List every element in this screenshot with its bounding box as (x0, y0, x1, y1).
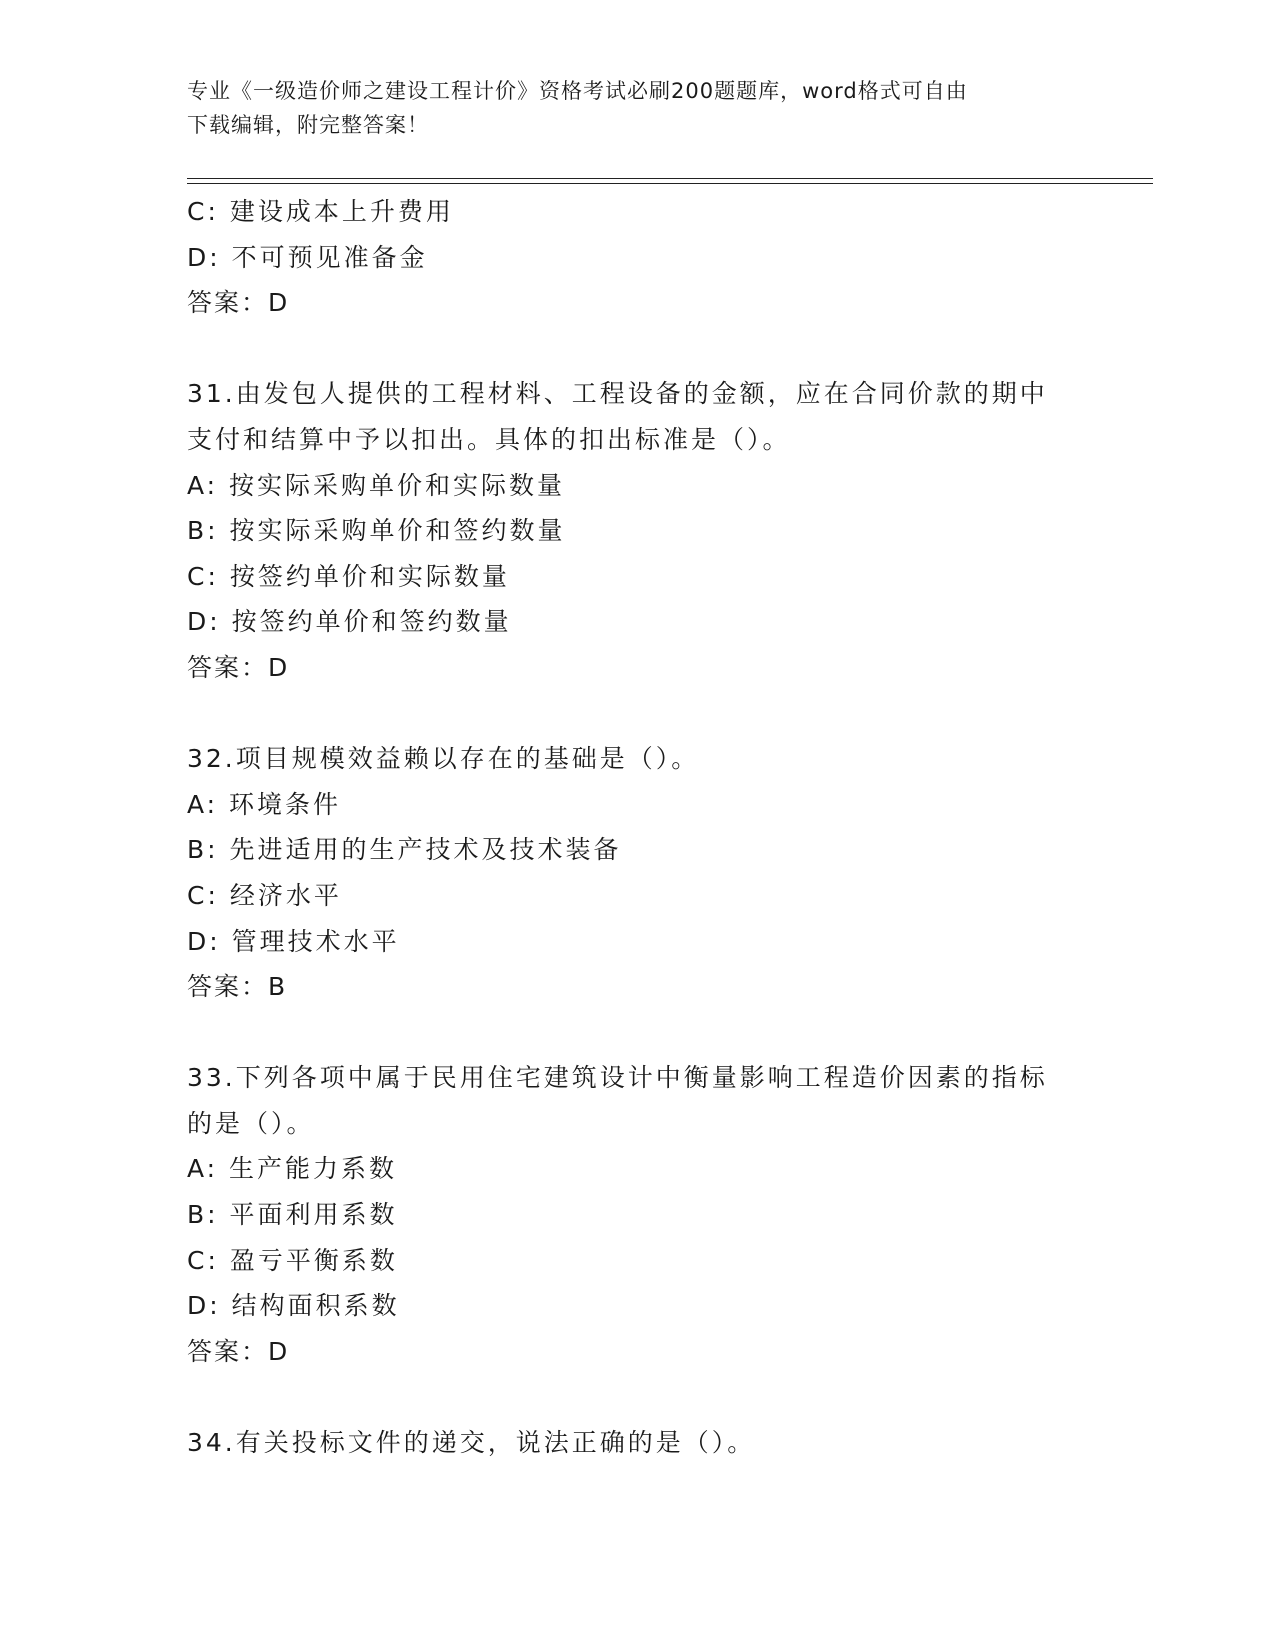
answer: 答案：D (187, 1336, 290, 1366)
question-content (187, 189, 1087, 1466)
question-32 (187, 736, 1087, 1010)
option-c: C: 经济水平 (187, 880, 342, 910)
answer: 答案：B (187, 972, 288, 1002)
option-d: D: 结构面积系数 (187, 1291, 400, 1321)
question-stem: 34.有关投标文件的递交，说法正确的是（）。 (187, 1428, 756, 1458)
header-rule-top (187, 178, 1153, 179)
option-d: D: 管理技术水平 (187, 926, 400, 956)
question-stem: 33.下列各项中属于民用住宅建筑设计中衡量影响工程造价因素的指标 (187, 1063, 1048, 1093)
option-b: B: 先进适用的生产技术及技术装备 (187, 835, 622, 865)
header-rule-bottom (187, 183, 1153, 184)
question-31 (187, 371, 1087, 690)
header-line-2: 下载编辑，附完整答案！ (187, 113, 429, 137)
spacer (187, 1374, 1087, 1420)
option-b: B: 按实际采购单价和签约数量 (187, 516, 566, 546)
question-stem: 支付和结算中予以扣出。具体的扣出标准是（）。 (187, 424, 791, 454)
spacer (187, 1010, 1087, 1056)
option-d: D: 不可预见准备金 (187, 242, 428, 272)
option-c: C: 建设成本上升费用 (187, 197, 454, 226)
question-30-continued (187, 189, 1087, 326)
document-header (187, 74, 1087, 142)
question-34 (187, 1420, 1087, 1466)
option-a: A: 环境条件 (187, 789, 342, 819)
question-stem: 31.由发包人提供的工程材料、工程设备的金额，应在合同价款的期中 (187, 379, 1048, 409)
question-stem: 32.项目规模效益赖以存在的基础是（）。 (187, 744, 700, 774)
answer: 答案：D (187, 652, 290, 682)
option-c: C: 按签约单价和实际数量 (187, 561, 510, 591)
header-line-1: 专业《一级造价师之建设工程计价》资格考试必刷200题题库，word格式可自由 (187, 79, 968, 103)
spacer (187, 326, 1087, 372)
answer: 答案：D (187, 288, 290, 318)
option-c: C: 盈亏平衡系数 (187, 1245, 398, 1275)
option-d: D: 按签约单价和签约数量 (187, 607, 512, 637)
question-33 (187, 1055, 1087, 1374)
option-a: A: 按实际采购单价和实际数量 (187, 470, 566, 500)
option-b: B: 平面利用系数 (187, 1200, 398, 1230)
option-a: A: 生产能力系数 (187, 1154, 398, 1184)
spacer (187, 691, 1087, 737)
question-stem: 的是（）。 (187, 1108, 315, 1138)
